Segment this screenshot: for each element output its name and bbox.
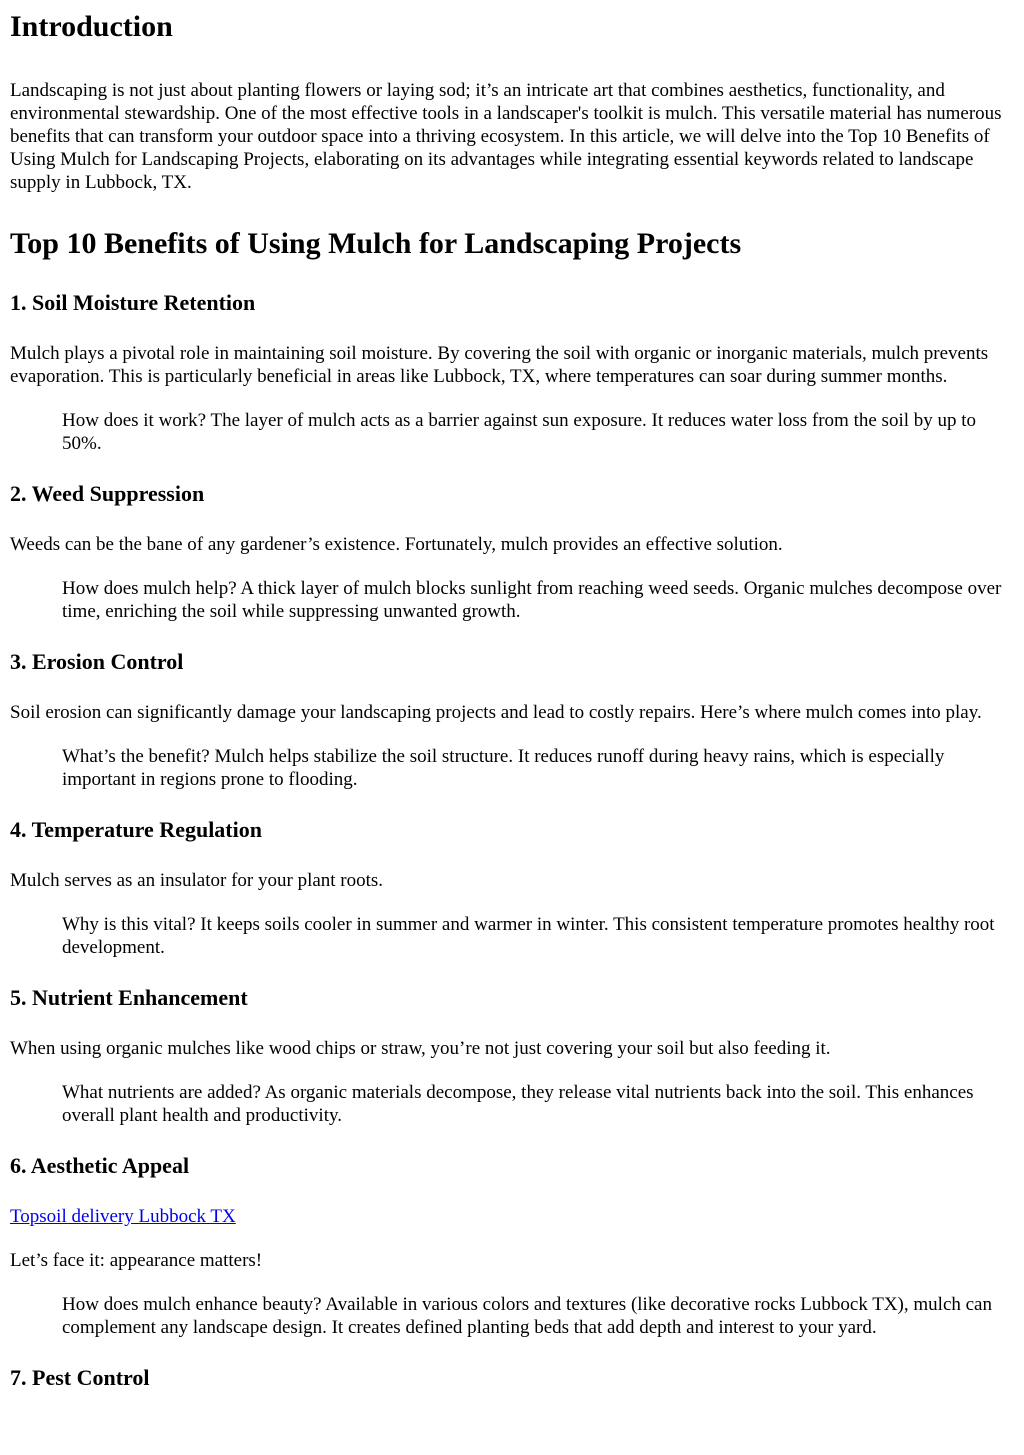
section-body-weed-suppression: Weeds can be the bane of any gardener’s existence. Fortunately, mulch provides an effective solution. xyxy=(10,534,783,555)
section-heading-aesthetic-appeal: 6. Aesthetic Appeal xyxy=(10,1153,190,1178)
main-heading: Top 10 Benefits of Using Mulch for Landscaping Projects xyxy=(10,227,742,260)
section-body-erosion-control: Soil erosion can significantly damage your landscaping projects and lead to costly repairs. Here’s where mulch comes into play. xyxy=(10,702,982,723)
article xyxy=(0,9,1024,1391)
section-heading-pest-control: 7. Pest Control xyxy=(10,1365,150,1390)
section-body-temperature-regulation: Mulch serves as an insulator for your plant roots. xyxy=(10,870,384,891)
section-quote-temperature-regulation: Why is this vital? It keeps soils cooler in summer and warmer in winter. This consistent temperature promotes healthy root development. xyxy=(62,914,995,958)
section-body-nutrient-enhancement: When using organic mulches like wood chips or straw, you’re not just covering your soil but also feeding it. xyxy=(10,1038,831,1059)
section-quote-soil-moisture: How does it work? The layer of mulch acts as a barrier against sun exposure. It reduces water loss from the soil by up to 50%. xyxy=(62,410,977,454)
section-heading-erosion-control: 3. Erosion Control xyxy=(10,649,184,674)
intro-heading: Introduction xyxy=(10,10,173,43)
intro-paragraph: Landscaping is not just about planting flowers or laying sod; it’s an intricate art that combines aesthetics, functionality, and environmental stewardship. One of the most effective tools in a landscaper's toolkit is mulch. This versatile material has numerous benefits that can transform your outdoor space into a thriving ecosystem. In this article, we will delve into the Top 10 Benefits of Using Mulch for Landscaping Projects, elaborating on its advantages while integrating essential keywords related to landscape supply in Lubbock, TX. xyxy=(10,80,1002,193)
section-quote-erosion-control: What’s the benefit? Mulch helps stabilize the soil structure. It reduces runoff during heavy rains, which is especially important in regions prone to flooding. xyxy=(62,746,945,790)
section-quote-weed-suppression: How does mulch help? A thick layer of mulch blocks sunlight from reaching weed seeds. Organic mulches decompose over time, enriching the soil while suppressing unwanted growth. xyxy=(62,578,1002,622)
section-heading-weed-suppression: 2. Weed Suppression xyxy=(10,481,205,506)
section-body-aesthetic-appeal: Let’s face it: appearance matters! xyxy=(10,1250,263,1271)
section-heading-soil-moisture: 1. Soil Moisture Retention xyxy=(10,290,256,315)
section-body-soil-moisture: Mulch plays a pivotal role in maintaining soil moisture. By covering the soil with organic or inorganic materials, mulch prevents evaporation. This is particularly beneficial in areas like Lubbock, TX, where temperatures can soar during summer months. xyxy=(10,343,989,387)
section-heading-temperature-regulation: 4. Temperature Regulation xyxy=(10,817,262,842)
section-quote-nutrient-enhancement: What nutrients are added? As organic materials decompose, they release vital nutrients back into the soil. This enhances overall plant health and productivity. xyxy=(62,1082,974,1126)
section-quote-aesthetic-appeal: How does mulch enhance beauty? Available in various colors and textures (like decorative rocks Lubbock TX), mulch can complement any landscape design. It creates defined planting beds that add depth and interest to your yard. xyxy=(62,1294,992,1338)
section-heading-nutrient-enhancement: 5. Nutrient Enhancement xyxy=(10,985,248,1010)
topsoil-delivery-link[interactable]: Topsoil delivery Lubbock TX xyxy=(10,1206,236,1227)
topsoil-link-paragraph xyxy=(10,1205,1014,1228)
